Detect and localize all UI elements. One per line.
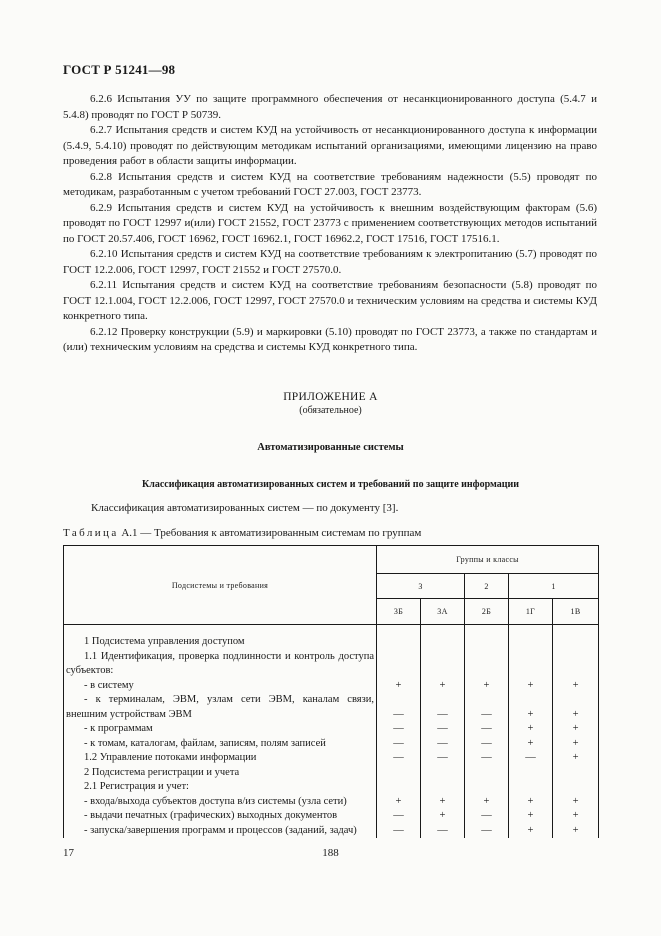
class-header: 1В xyxy=(553,599,599,625)
table-row xyxy=(64,679,599,694)
requirement-mark xyxy=(509,650,553,679)
table-body xyxy=(64,625,599,839)
table-row xyxy=(64,650,599,679)
requirement-mark: + xyxy=(553,722,599,737)
paragraph-6-2-8: 6.2.8 Испытания средств и систем КУД на соответствие требованиям надежности (5.5) проводят по методикам, разработанным с учетом требований ГОСТ 27.003, ГОСТ 23773. xyxy=(63,170,597,198)
requirement-mark: — xyxy=(465,751,509,766)
row-label: - к терминалам, ЭВМ, узлам сети ЭВМ, каналам связи, внешним устройствам ЭВМ xyxy=(64,693,377,722)
requirement-mark: — xyxy=(377,824,421,839)
requirement-mark: — xyxy=(377,751,421,766)
group-header: 1 xyxy=(509,574,599,599)
requirement-mark: — xyxy=(377,809,421,824)
subsection-title: Классификация автоматизированных систем и требований по защите информации xyxy=(141,479,520,490)
appendix-note: (обязательное) xyxy=(299,405,362,416)
group-header: 3 xyxy=(377,574,465,599)
requirement-mark: + xyxy=(421,679,465,694)
paragraph-6-2-9: 6.2.9 Испытания средств и систем КУД на устойчивость к внешним воздействующим факторам (5.6) проводят по ГОСТ 12997 и(или) ГОСТ 21552, ГОСТ 23773 с применением соответствующих методов испытаний по ГОСТ 20.57.406, ГОСТ 16962, ГОСТ 16962.1, ГОСТ 16962.2, ГОСТ 17516, ГОСТ 17516.1. xyxy=(63,201,597,245)
table-row xyxy=(64,809,599,824)
row-label: - запуска/завершения программ и процессов (заданий, задач) xyxy=(64,824,377,839)
paragraph-6-2-12: 6.2.12 Проверку конструкции (5.9) и маркировки (5.10) проводят по ГОСТ 23773, а также по стандартам и (или) техническим условиям на средства и системы КУД конкретного типа. xyxy=(63,325,597,353)
requirement-mark: + xyxy=(553,809,599,824)
class-header: 1Г xyxy=(509,599,553,625)
row-label: - выдачи печатных (графических) выходных документов xyxy=(64,809,377,824)
requirement-mark xyxy=(509,780,553,795)
requirement-mark xyxy=(377,650,421,679)
appendix-title: ПРИЛОЖЕНИЕ А xyxy=(283,391,378,403)
requirement-mark: + xyxy=(509,809,553,824)
requirement-mark: + xyxy=(509,795,553,810)
requirement-mark: + xyxy=(553,693,599,722)
requirement-mark xyxy=(509,766,553,781)
requirement-mark xyxy=(465,780,509,795)
requirement-mark: + xyxy=(509,737,553,752)
requirement-mark xyxy=(553,650,599,679)
row-label: - к программам xyxy=(64,722,377,737)
requirement-mark: — xyxy=(465,824,509,839)
requirement-mark: — xyxy=(421,693,465,722)
requirement-mark: — xyxy=(465,693,509,722)
requirement-mark xyxy=(377,780,421,795)
document-code-header: ГОСТ Р 51241—98 xyxy=(63,62,176,77)
table-row xyxy=(64,722,599,737)
requirement-mark: + xyxy=(509,722,553,737)
paragraph-6-2-6: 6.2.6 Испытания УУ по защите программного обеспечения от несанкционированного доступа (5.4.7 и 5.4.8) проводят по ГОСТ Р 50739. xyxy=(63,93,597,121)
requirement-mark: + xyxy=(465,679,509,694)
requirement-mark: + xyxy=(509,693,553,722)
header-subsystems: Подсистемы и требования xyxy=(64,546,377,625)
requirement-mark xyxy=(465,766,509,781)
row-label: 2 Подсистема регистрации и учета xyxy=(64,766,377,781)
requirement-mark: — xyxy=(421,824,465,839)
requirement-mark xyxy=(465,650,509,679)
paragraph-6-2-11: 6.2.11 Испытания средств и систем КУД на соответствие требованиям безопасности (5.8) проводят по ГОСТ 12.1.004, ГОСТ 12.2.006, ГОСТ 12997, ГОСТ 27570.0 и техническим условиям на средства и системы КУД конкретного типа. xyxy=(63,279,597,322)
requirement-mark xyxy=(553,625,599,650)
requirement-mark xyxy=(553,766,599,781)
table-row xyxy=(64,795,599,810)
requirement-mark: — xyxy=(377,722,421,737)
paragraph-6-2-10: 6.2.10 Испытания средств и систем КУД на соответствие требованиям к электропитанию (5.7) проводят по ГОСТ 12.2.006, ГОСТ 12997, ГОСТ 21552 и ГОСТ 27570.0. xyxy=(63,248,597,276)
requirement-mark: — xyxy=(421,751,465,766)
class-header: 3А xyxy=(421,599,465,625)
row-label: - входа/выхода субъектов доступа в/из системы (узла сети) xyxy=(64,795,377,810)
paragraph-6-2-7: 6.2.7 Испытания средств и систем КУД на устойчивость от несанкционированного доступа к информации (5.4.9, 5.4.10) проводят по действующим методикам испытаний организациями, имеющими лицензию на право проведения работ в области защиты информации. xyxy=(63,124,597,167)
table-row xyxy=(64,751,599,766)
requirement-mark xyxy=(421,766,465,781)
requirement-mark xyxy=(421,650,465,679)
requirement-mark: — xyxy=(465,809,509,824)
page-left-number: 17 xyxy=(63,847,74,859)
table-row xyxy=(64,625,599,650)
class-header: 3Б xyxy=(377,599,421,625)
requirement-mark: + xyxy=(553,824,599,839)
row-label: 2.1 Регистрация и учет: xyxy=(64,780,377,795)
requirement-mark: + xyxy=(377,679,421,694)
requirement-mark xyxy=(421,780,465,795)
requirement-mark: + xyxy=(553,737,599,752)
requirement-mark: + xyxy=(509,824,553,839)
requirement-mark: + xyxy=(553,679,599,694)
row-label: 1.1 Идентификация, проверка подлинности и контроль доступа субъектов: xyxy=(64,650,377,679)
section-title: Автоматизированные системы xyxy=(257,442,404,453)
requirement-mark xyxy=(509,625,553,650)
table-caption-label: Таблица xyxy=(63,527,119,539)
requirement-mark: — xyxy=(377,737,421,752)
requirement-mark: — xyxy=(377,693,421,722)
table-caption xyxy=(63,527,421,539)
requirement-mark xyxy=(465,625,509,650)
row-label: 1 Подсистема управления доступом xyxy=(64,625,377,650)
group-header: 2 xyxy=(465,574,509,599)
requirement-mark xyxy=(377,625,421,650)
requirement-mark xyxy=(377,766,421,781)
requirement-mark: — xyxy=(509,751,553,766)
table-row xyxy=(64,766,599,781)
table-row xyxy=(64,780,599,795)
requirement-mark xyxy=(553,780,599,795)
requirement-mark: — xyxy=(421,722,465,737)
intro-text: Классификация автоматизированных систем — по документу [3]. xyxy=(91,502,399,514)
requirements-table xyxy=(63,545,599,838)
requirement-mark: + xyxy=(465,795,509,810)
header-groups: Группы и классы xyxy=(377,546,599,574)
requirement-mark: + xyxy=(509,679,553,694)
row-label: 1.2 Управление потоками информации xyxy=(64,751,377,766)
requirement-mark xyxy=(421,625,465,650)
requirement-mark: + xyxy=(553,795,599,810)
requirement-mark: — xyxy=(421,737,465,752)
requirement-mark: — xyxy=(465,722,509,737)
requirement-mark: + xyxy=(553,751,599,766)
table-caption-text: А.1 — Требования к автоматизированным системам по группам xyxy=(121,527,422,539)
table-row xyxy=(64,693,599,722)
requirement-mark: + xyxy=(377,795,421,810)
page-number: 188 xyxy=(322,847,339,859)
table-row xyxy=(64,824,599,839)
requirement-mark: + xyxy=(421,795,465,810)
body-text xyxy=(63,92,597,356)
requirement-mark: + xyxy=(421,809,465,824)
row-label: - в систему xyxy=(64,679,377,694)
class-header: 2Б xyxy=(465,599,509,625)
table-row xyxy=(64,737,599,752)
row-label: - к томам, каталогам, файлам, записям, полям записей xyxy=(64,737,377,752)
requirement-mark: — xyxy=(465,737,509,752)
